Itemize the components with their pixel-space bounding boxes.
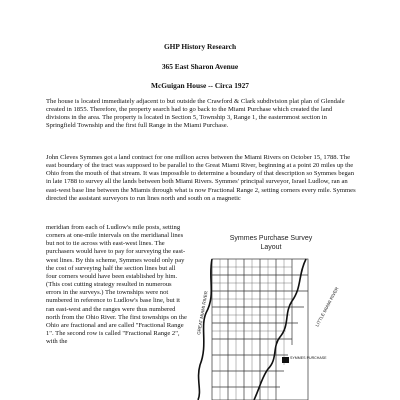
great-miami-label: GREAT MIAMI RIVER [196, 290, 209, 336]
survey-grid [212, 259, 308, 400]
survey-map [194, 255, 352, 400]
section-subdivisions [212, 259, 292, 400]
symmes-purchase-label: SYMMES PURCHASE [290, 356, 327, 360]
map-subtitle: Layout [260, 244, 282, 251]
survey-map-figure [190, 231, 352, 400]
paragraph-survey-method: meridian from each of Ludlow's mile posts, setting corners at one-mile intervals on the meridianal lines but not to tie across with east-west lines. The purchasers would have to pay for surveying the east-west lines. By this scheme, Symmes would only pay the cost of surveying half the section lines but all four corners would have been established by him. (This cost cutting strategy resulted in numerous errors in the surveys.) The townships were not numbered in reference to Ludlow's base line, but it ran east-west and the ranges were thus numbered north from the Ohio River. The first townships on the Ohio are fractional and are called "Fractional Range 1". The second row is called "Fractional Range 2", with the [46, 224, 187, 346]
symmes-purchase-marker [282, 356, 327, 363]
little-miami-label: LITTLE MIAMI RIVER [314, 286, 340, 328]
map-title: Symmes Purchase Survey [229, 235, 313, 242]
little-miami-river-path [254, 259, 306, 400]
header-house-name: McGuigan House -- Circa 1927 [151, 81, 249, 90]
header-organization: GHP History Research [163, 42, 237, 51]
header-address: 365 East Sharon Avenue [161, 62, 239, 71]
paragraph-location: The house is located immediately adjacent to but outside the Crawford & Clark subdivision plat plan of Glendale created in 1855. Therefore, the property search had to go back to the Miami Purchase which created the land divisions in the area. The property is located in Section 5, Township 3, Range 1, the easternmost section in Springfield Township and the first full Range in the Miami Purchase. [46, 98, 345, 130]
paragraph-symmes-contract: John Cleves Symmes got a land contract for one million acres between the Miami Rivers on October 15, 1788. The east boundary of the tract was supposed to be parallel to the Great Miami River, beginning at a point 20 miles up the Ohio from the mouth of that stream. It was impossible to determine a boundary of that description so Symmes began in late 1788 to survey all the lands between both Miami Rivers. Symmes' principal surveyor, Israel Ludlow, ran an east-west base line between the Miamis through what is now Fractional Range 2, setting corners every mile. Symmes directed the assistant surveyors to run lines north and south on a magnetic [46, 154, 356, 202]
